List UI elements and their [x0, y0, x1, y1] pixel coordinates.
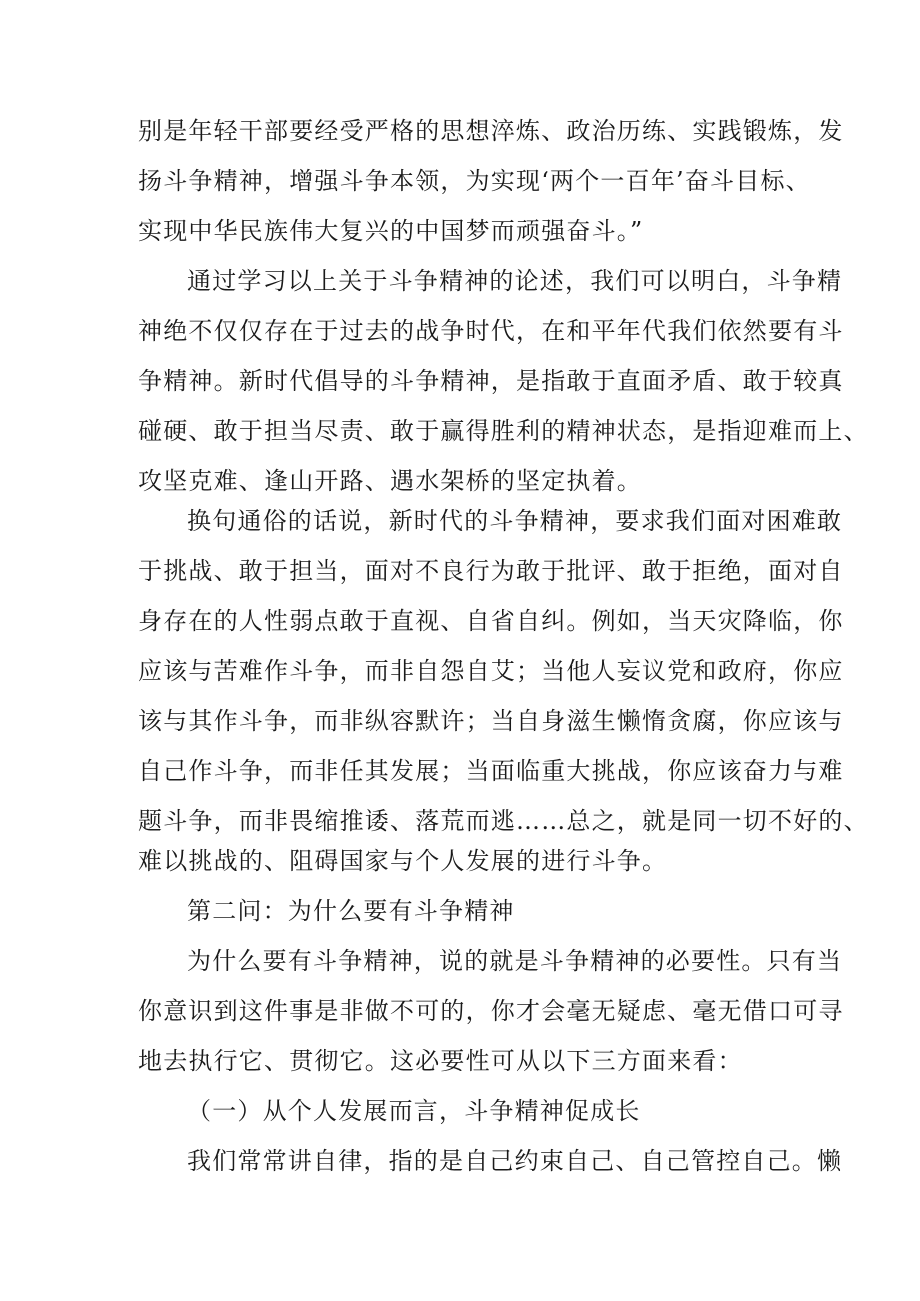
text-line: 碰硬、敢于担当尽责、敢于赢得胜利的精神状态，是指迎难而上、: [138, 417, 869, 445]
section-heading: 第二问：为什么要有斗争精神: [187, 897, 515, 925]
text-line: 我们常常讲自律，指的是自己约束自己、自己管控自己。懒: [187, 1147, 843, 1175]
text-line: 应该与苦难作斗争，而非自怨自艾；当他人妄议党和政府，你应: [138, 657, 844, 685]
text-line: 通过学习以上关于斗争精神的论述，我们可以明白，斗争精: [187, 267, 843, 295]
text-line: 该与其作斗争，而非纵容默许；当自身滋生懒惰贪腐，你应该与: [138, 707, 844, 735]
text-line: 实现中华民族伟大复兴的中国梦而顽强奋斗。”: [138, 217, 644, 245]
text-line: 难以挑战的、阻碍国家与个人发展的进行斗争。: [138, 847, 668, 875]
text-line: 别是年轻干部要经受严格的思想淬炼、政治历练、实践锻炼，发: [138, 117, 844, 145]
text-line: 换句通俗的话说，新时代的斗争精神，要求我们面对困难敢: [187, 507, 843, 535]
text-line: 争精神。新时代倡导的斗争精神，是指敢于直面矛盾、敢于较真: [138, 367, 844, 395]
text-line: 题斗争，而非畏缩推诿、落荒而逃……总之，就是同一切不好的、: [138, 807, 869, 835]
text-line: 扬斗争精神，增强斗争本领，为实现‘两个一百年’奋斗目标、: [138, 167, 811, 195]
text-line: 自己作斗争，而非任其发展；当面临重大挑战，你应该奋力与难: [138, 757, 844, 785]
text-line: 攻坚克难、逢山开路、遇水架桥的坚定执着。: [138, 467, 642, 495]
text-line: 你意识到这件事是非做不可的，你才会毫无疑虑、毫无借口可寻: [138, 997, 844, 1025]
text-line: 地去执行它、贯彻它。这必要性可从以下三方面来看：: [138, 1047, 743, 1075]
text-line: 神绝不仅仅存在于过去的战争时代，在和平年代我们依然要有斗: [138, 317, 844, 345]
text-line: 身存在的人性弱点敢于直视、自省自纠。例如，当天灾降临，你: [138, 607, 844, 635]
text-line: 为什么要有斗争精神，说的就是斗争精神的必要性。只有当: [187, 947, 843, 975]
text-line: 于挑战、敢于担当，面对不良行为敢于批评、敢于拒绝，面对自: [138, 557, 844, 585]
subsection-heading: （一）从个人发展而言，斗争精神促成长: [187, 1097, 641, 1125]
